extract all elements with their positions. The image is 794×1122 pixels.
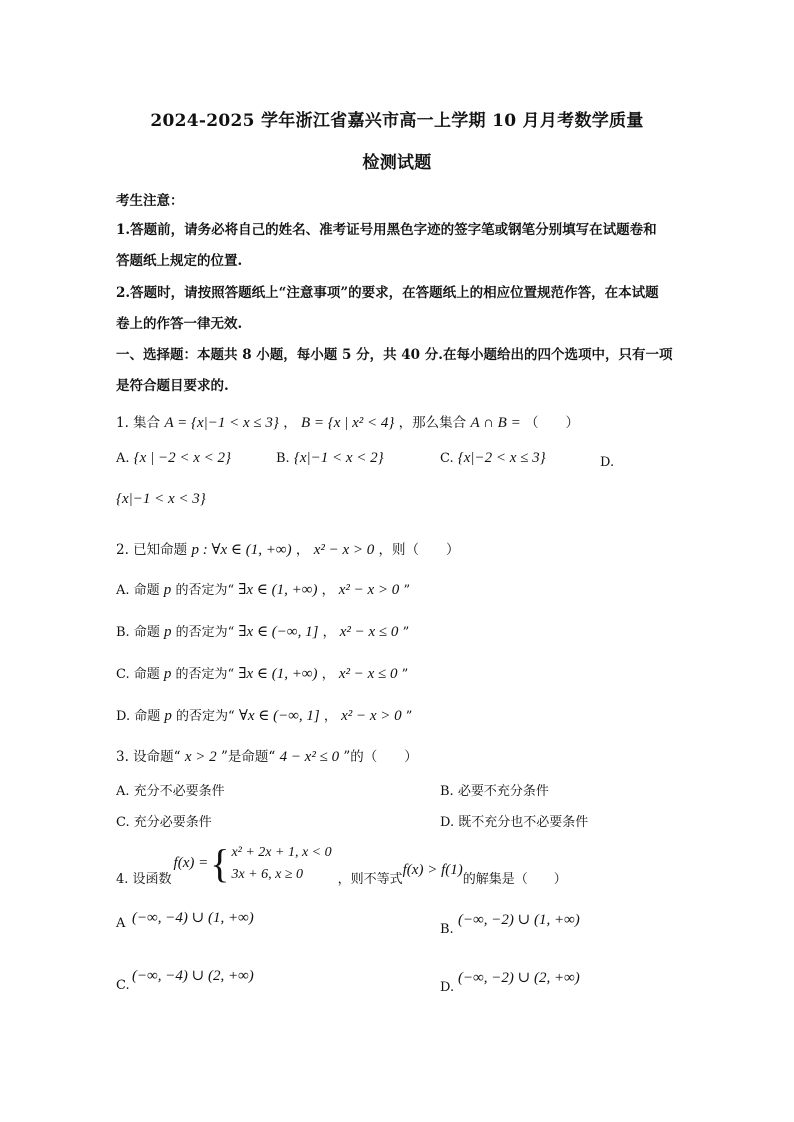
notice-item2-line1: 2.答题时，请按照答题纸上“注意事项”的要求，在答题纸上的相应位置规范作答，在本试题 (116, 285, 659, 301)
q3-mid: ”是命题“ (220, 749, 276, 765)
q4-option-d-value[interactable] (458, 968, 580, 987)
q4-option-b-label[interactable]: B. (440, 922, 454, 937)
q2-option-a-close: ” (403, 583, 411, 598)
q3-option-c[interactable]: C. 充分必要条件 (116, 815, 212, 830)
question-3 (116, 745, 418, 766)
q2-option-a-label: A. 命题 (116, 583, 160, 598)
q1-option-c-label: C. (440, 451, 454, 466)
question-2 (116, 538, 460, 559)
q2-option-b-sep: ， (322, 625, 336, 640)
q2-option-c-inequality: x² − x ≤ 0 (338, 666, 398, 682)
q2-statement: p : ∀x ∈ (1, +∞) (191, 542, 292, 558)
q2-option-d[interactable] (116, 705, 412, 725)
q2-option-b-label: B. 命题 (116, 625, 160, 640)
q2-option-d-sep: ， (323, 709, 337, 724)
q3-option-d[interactable]: D. 既不充分也不必要条件 (440, 815, 589, 830)
q4-option-c-text: (−∞, −4) ∪ (2, +∞) (132, 968, 254, 984)
q4-option-c-value[interactable] (132, 966, 254, 985)
q2-option-b-p: p (163, 624, 172, 640)
q3-option-a[interactable]: A. 充分不必要条件 (116, 784, 225, 799)
q2-option-b-close: ” (402, 625, 410, 640)
q1-option-b-value: {x|−1 < x < 2} (293, 450, 384, 466)
q3-condition-2: 4 − x² ≤ 0 (279, 749, 340, 765)
q1-option-a-value: {x | −2 < x < 2} (133, 450, 231, 466)
q4-option-a-label[interactable]: A (116, 916, 126, 931)
q4-option-d-text: (−∞, −2) ∪ (2, +∞) (458, 970, 580, 986)
q1-comma: ， (283, 415, 297, 431)
q1-option-d-label[interactable]: D. (600, 455, 615, 470)
q2-option-d-p: p (164, 708, 172, 724)
q4-inequality: f(x) > f(1) (402, 862, 463, 878)
question-1 (116, 411, 579, 432)
q3-tail: ”的（ ） (343, 749, 418, 765)
q1-option-b[interactable] (276, 450, 384, 467)
q1-prefix: 1. 集合 (116, 415, 161, 431)
q4-tail-2: 的解集是（ ） (462, 872, 567, 887)
q2-option-d-label: D. 命题 (116, 709, 161, 724)
q1-option-b-label: B. (276, 451, 290, 466)
q4-option-c-label[interactable]: C. (116, 978, 130, 993)
q2-option-c-p: p (163, 666, 172, 682)
q2-option-c-mid: 的否定为“ (175, 667, 235, 682)
q2-option-c-label: C. 命题 (116, 667, 160, 682)
q1-option-d-text: {x|−1 < x < 3} (116, 491, 206, 507)
q2-option-c-quantifier: ∃x ∈ (1, +∞) (238, 666, 318, 682)
q2-option-a[interactable] (116, 579, 410, 599)
q4-option-b-value[interactable] (458, 910, 580, 929)
q4-option-a-value[interactable] (132, 908, 254, 927)
q2-option-d-close: ” (405, 709, 413, 724)
q4-tail-1: ，则不等式 (337, 872, 403, 887)
q2-prefix: 2. 已知命题 (116, 542, 188, 558)
section1-line2: 是符合题目要求的. (116, 378, 229, 394)
q4-case-2: 3x + 6, x ≥ 0 (231, 866, 303, 882)
q2-tail: ，则（ ） (378, 542, 460, 558)
q2-option-d-quantifier: ∀x ∈ (−∞, 1] (238, 708, 320, 724)
q1-option-d-value[interactable] (116, 491, 206, 508)
q2-option-c-close: ” (401, 667, 409, 682)
q4-case-1: x² + 2x + 1, x < 0 (231, 844, 332, 860)
q2-option-b-inequality: x² − x ≤ 0 (339, 624, 399, 640)
q4-option-d-label[interactable]: D. (440, 980, 455, 995)
q2-inequality: x² − x > 0 (313, 542, 375, 558)
q1-option-a[interactable] (116, 450, 231, 467)
q2-option-c-sep: ， (321, 667, 335, 682)
q3-option-b[interactable]: B. 必要不充分条件 (440, 784, 549, 799)
q4-option-b-text: (−∞, −2) ∪ (1, +∞) (458, 912, 580, 928)
q3-prefix: 3. 设命题“ (116, 749, 181, 765)
q1-option-a-label: A. (116, 451, 130, 466)
q2-option-d-inequality: x² − x > 0 (341, 708, 402, 724)
q2-option-b-quantifier: ∃x ∈ (−∞, 1] (238, 624, 319, 640)
q2-option-a-p: p (163, 582, 172, 598)
q1-expr: A ∩ B = (470, 415, 521, 431)
q1-set-a: A = {x|−1 < x ≤ 3} (164, 415, 279, 431)
notice-item1-line1: 1.答题前，请务必将自己的姓名、准考证号用黑色字迹的签字笔或钢笔分别填写在试题卷和 (116, 222, 657, 238)
notice-item1-line2: 答题纸上规定的位置. (116, 253, 243, 269)
exam-title-line1: 2024-2025 学年浙江省嘉兴市高一上学期 10 月月考数学质量 (150, 111, 644, 131)
q4-option-a-text: (−∞, −4) ∪ (1, +∞) (132, 910, 254, 926)
q4-fx: f(x) = (173, 855, 209, 871)
q4-piecewise (174, 842, 332, 886)
q1-option-c-value: {x|−2 < x ≤ 3} (457, 450, 546, 466)
q1-option-c[interactable] (440, 450, 546, 467)
section1-line1: 一、选择题：本题共 8 小题，每小题 5 分，共 40 分.在每小题给出的四个选项中，只有一项 (116, 347, 673, 363)
q4-cases (231, 842, 331, 886)
q2-option-a-mid: 的否定为“ (175, 583, 235, 598)
q2-option-d-mid: 的否定为“ (176, 709, 235, 724)
q1-set-b: B = {x | x² < 4} (301, 415, 395, 431)
question-4 (116, 840, 567, 887)
q2-option-b[interactable] (116, 621, 409, 641)
notice-item2-line2: 卷上的作答一律无效. (116, 316, 243, 332)
q1-paren: （ ） (525, 415, 579, 431)
q2-option-a-sep: ， (321, 583, 335, 598)
q2-option-a-inequality: x² − x > 0 (338, 582, 400, 598)
q4-brace: { (210, 840, 230, 886)
exam-title-line2: 检测试题 (362, 153, 432, 173)
q2-option-b-mid: 的否定为“ (175, 625, 235, 640)
notice-heading: 考生注意： (116, 193, 184, 209)
q3-condition-1: x > 2 (184, 749, 217, 765)
q4-prefix: 4. 设函数 (116, 872, 172, 887)
q2-option-c[interactable] (116, 663, 408, 683)
q2-option-a-quantifier: ∃x ∈ (1, +∞) (238, 582, 318, 598)
q2-sep: ， (295, 542, 310, 558)
q1-tail: ，那么集合 (398, 415, 467, 431)
